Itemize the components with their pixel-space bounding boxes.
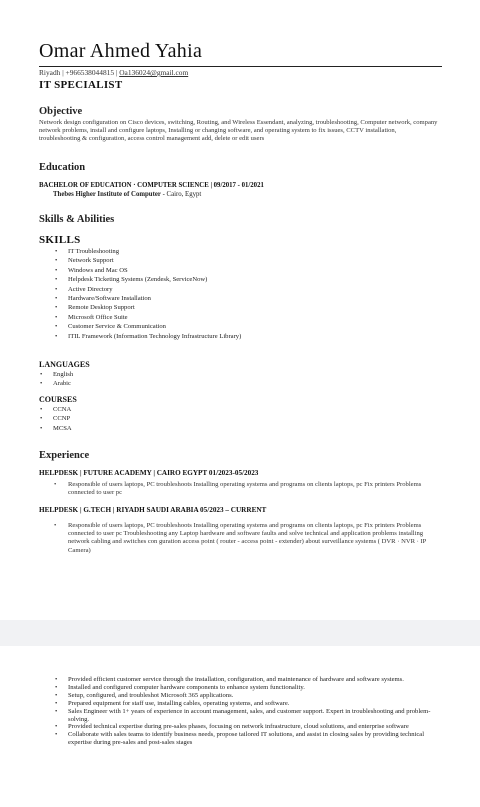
list-item: • Arabic [53,379,73,388]
contact-line [39,68,188,77]
page-2-bullet-list [68,676,440,747]
list-item: • Collaborate with sales teams to identify business needs, propose tailored IT solutions, and assist in closing sales by providing technical expertise during pre-sales and post-sales stages [68,731,440,747]
candidate-name: Omar Ahmed Yahia [39,40,203,62]
list-item: • Installed and configured computer hardware components to enhance system functionality. [68,684,440,692]
objective-text: Network design configuration on Cisco devices, switching, Routing, and Wireless Essendant, analyzing, troubleshooting, Computer network, company network problems, install and configure laptops, Installing or changing software, and operating system to fix issues, CCTV installation, troubleshooting & configuration, access control management add, delete or edit users [39,119,438,143]
list-item: • Provided technical expertise during pre-sales phases, focusing on network infrastructure, cloud solutions, and enterprise software [68,723,440,731]
job-2-bullet [54,522,440,555]
job-2-title: HELPDESK | G.TECH | RIYADH SAUDI ARABIA 05/2023 – CURRENT [39,506,267,514]
contact-info: Riyadh | +966538044815 | [39,68,120,77]
list-item: • CCNA [53,405,72,414]
languages-heading: LANGUAGES [39,360,90,369]
list-item: • Active Directory [68,285,241,294]
list-item: • ITIL Framework (Information Technology Infrastructure Library) [68,332,241,341]
institution-name: Thebes Higher Institute of Computer [53,191,161,198]
experience-heading: Experience [39,450,90,461]
courses-list [53,405,72,433]
skills-abilities-heading: Skills & Abilities [39,214,115,225]
list-item: • MCSA [53,424,72,433]
institution-line [53,191,201,198]
list-item: • Setup, configured, and troubleshot Microsoft 365 applications. [68,692,440,700]
list-item: • Helpdesk Ticketing Systems (Zendesk, ServiceNow) [68,275,241,284]
bullet-dot: • [54,481,57,488]
list-item: • CCNP [53,414,72,423]
languages-list [53,370,73,389]
skills-list [68,247,241,341]
list-item: • Microsoft Office Suite [68,313,241,322]
header-divider [39,66,442,67]
courses-heading: COURSES [39,395,77,404]
job-1-description: Responsible of users laptops, PC troubleshoots Installing operating systems and programs on clients laptops, pc Fix printers Problems connected to user pc [68,481,422,497]
list-item: • Hardware/Software Installation [68,294,241,303]
bullet-dot: • [54,522,57,529]
objective-heading: Objective [39,106,83,117]
list-item: • Customer Service & Communication [68,322,241,331]
list-item: • Sales Engineer with 1+ years of experience in account management, sales, and customer support. Expert in troubleshooting and problem-solving. [68,708,440,724]
job-1-title: HELPDESK | FUTURE ACADEMY | CAIRO EGYPT 01/2023-05/2023 [39,469,259,477]
list-item: • IT Troubleshooting [68,247,241,256]
institution-location: - Cairo, Egypt [160,191,202,198]
job-1-bullet [54,481,440,497]
page-gap [0,620,480,646]
list-item: • Prepared equipment for staff use, installing cables, operating systems, and software. [68,700,440,708]
job-2-description: Responsible of users laptops, PC troubleshoots Installing operating systems and programs on clients laptops, pc Fix printers Problems connected to user pc Troubleshooting any Laptop hardware and software faults and solve technical and application problems installing network cabling and switches con guration access point ( router - access point - extender) about surveillance systems ( DVR · NVR · IP Camera) [68,522,427,554]
job-title: IT SPECIALIST [39,79,123,91]
skills-heading: SKILLS [39,234,81,246]
list-item: • English [53,370,73,379]
email-link[interactable]: Oa136024@gmail.com [119,68,189,77]
degree-line: BACHELOR OF EDUCATION · COMPUTER SCIENCE | 09/2017 - 01/2021 [39,182,264,189]
list-item: • Windows and Mac OS [68,266,241,275]
list-item: • Remote Desktop Support [68,303,241,312]
list-item: • Provided efficient customer service through the installation, configuration, and maintenance of hardware and software systems. [68,676,440,684]
list-item: • Network Support [68,256,241,265]
education-heading: Education [39,162,86,173]
